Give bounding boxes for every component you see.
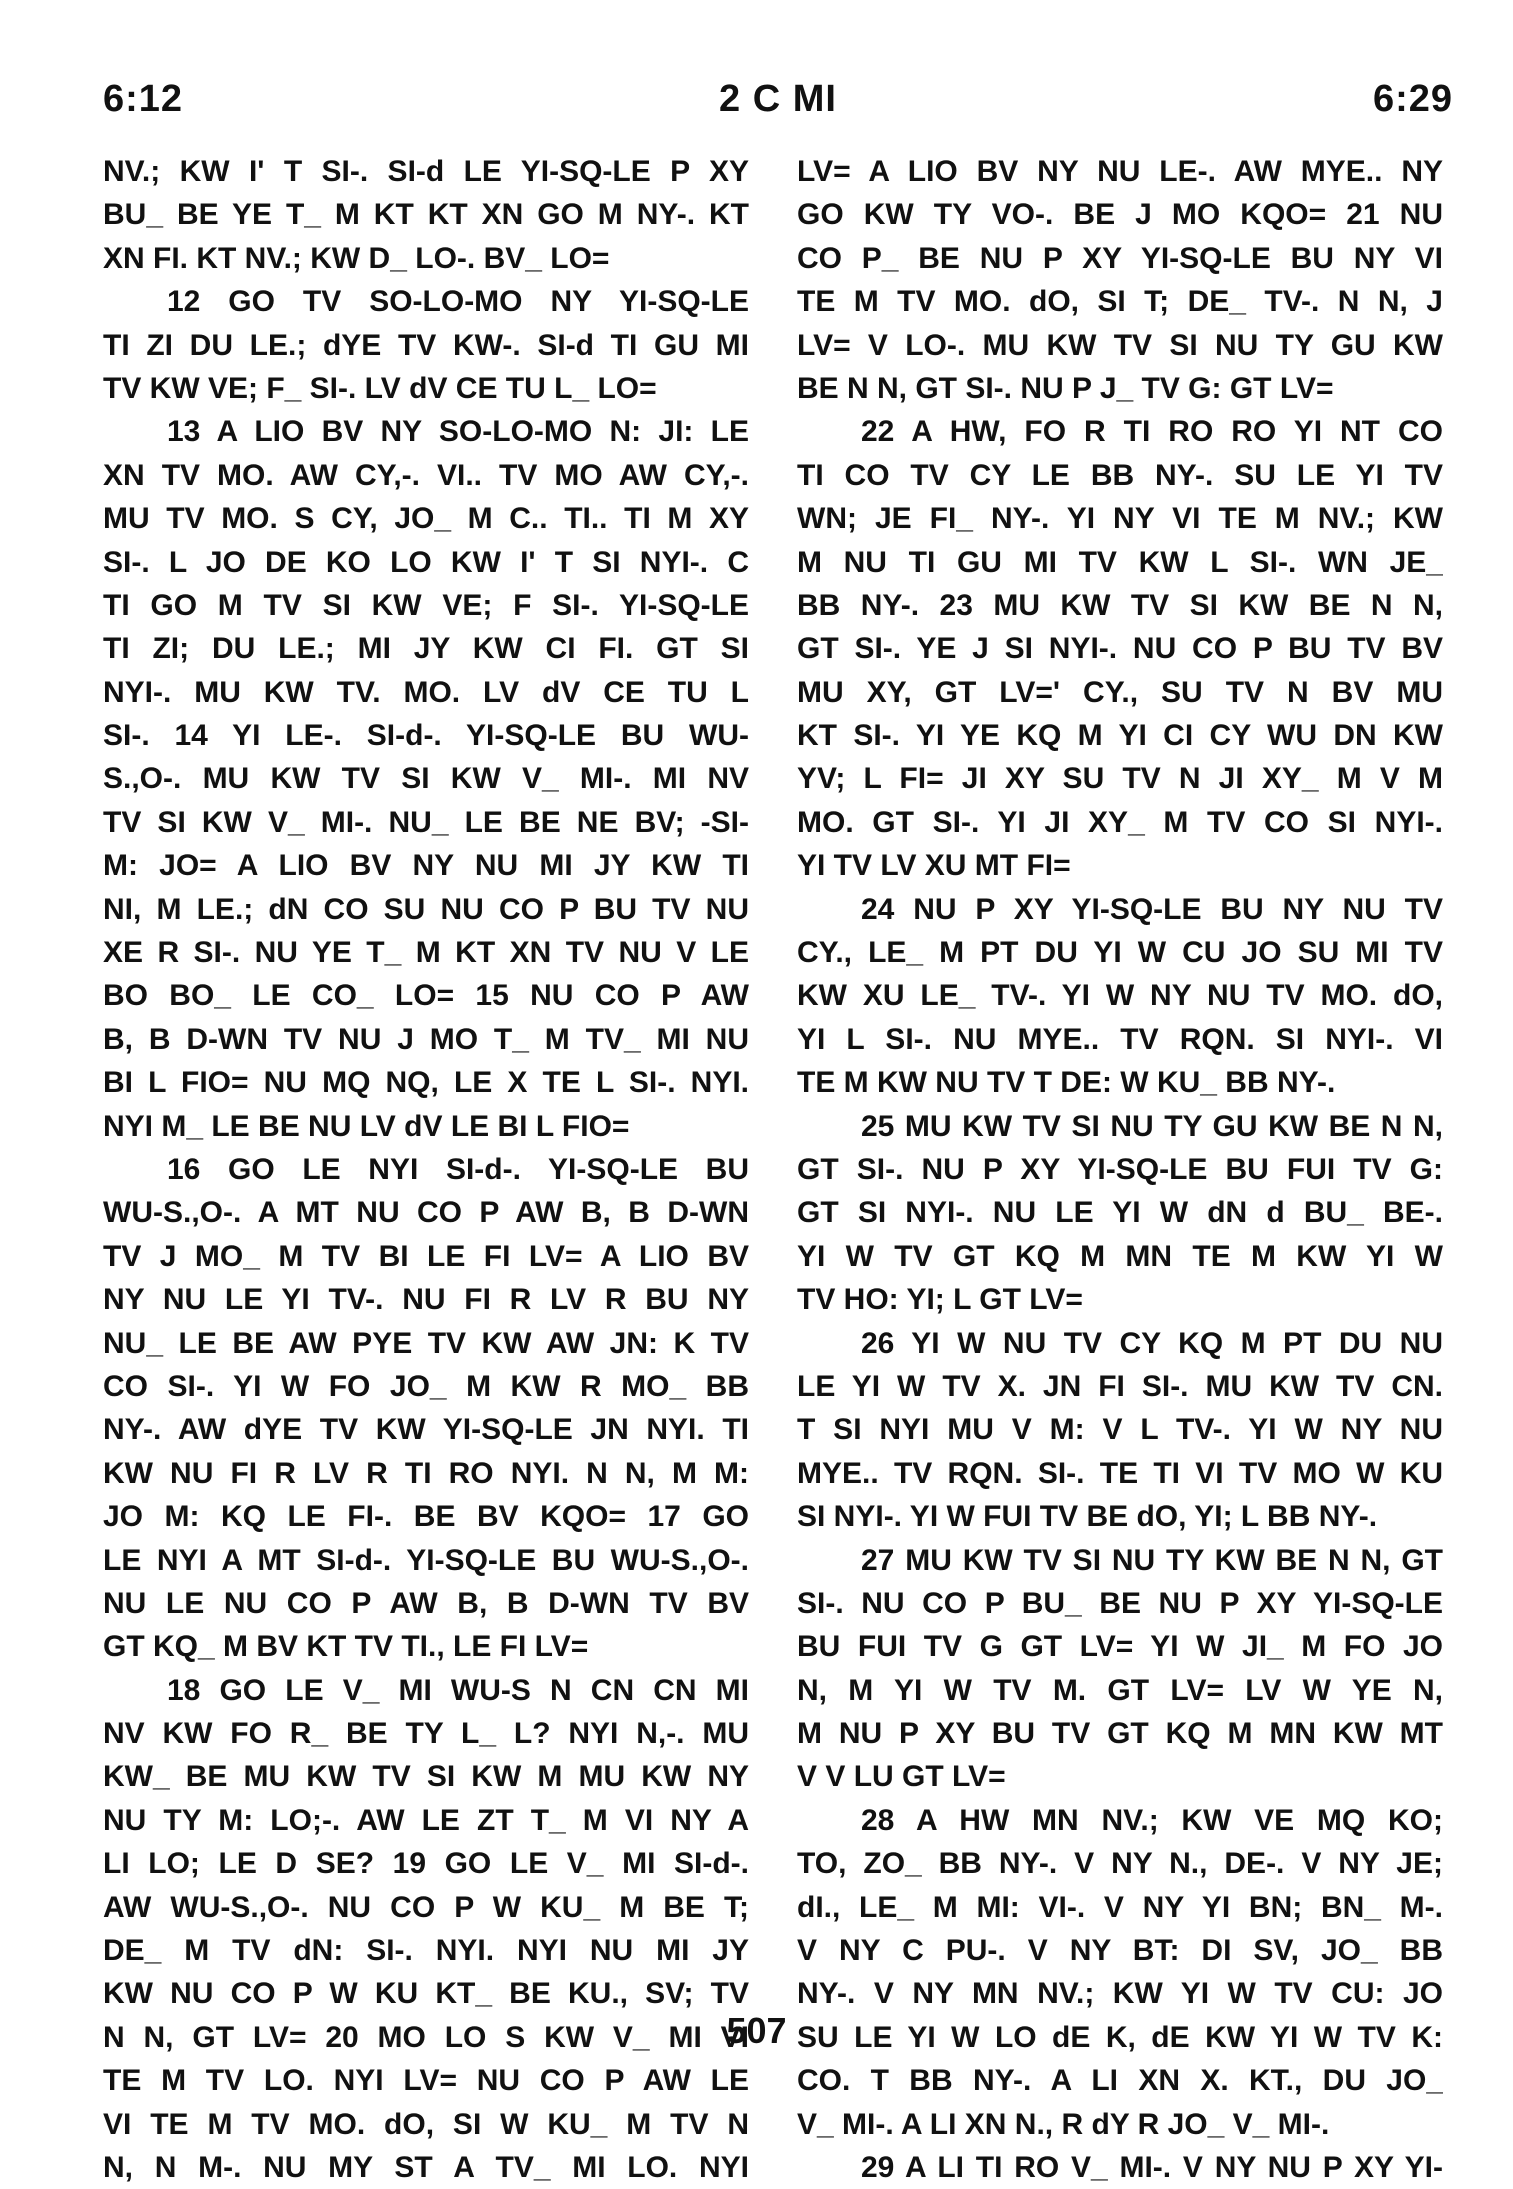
running-header [103, 78, 1453, 128]
text-line: NY NU LE YI TV-. NU FI R LV R BU NY [103, 1283, 749, 1317]
text-line: NU_ LE BE AW PYE TV KW AW JN: K TV [103, 1326, 749, 1360]
right-text-column [797, 150, 1443, 2189]
text-line: NY-. V NY MN NV.; KW YI W TV CU: JO [797, 1977, 1443, 2011]
text-line: B, B D-WN TV NU J MO T_ M TV_ MI NU [103, 1022, 749, 1056]
text-line: 13 A LIO BV NY SO-LO-MO N: JI: LE [167, 415, 749, 449]
text-line: SI-. 14 YI LE-. SI-d-. YI-SQ-LE BU WU- [103, 719, 749, 753]
text-line: 27 MU KW TV SI NU TY KW BE N N, GT [861, 1543, 1443, 1577]
text-line: N, N M-. NU MY ST A TV_ MI LO. NYI [103, 2150, 749, 2184]
text-line: N, M YI W TV M. GT LV= LV W YE N, [797, 1673, 1443, 1707]
text-line: TI CO TV CY LE BB NY-. SU LE YI TV [797, 458, 1443, 492]
text-line: TE M KW NU TV T DE: W KU_ BB NY-. [797, 1066, 1336, 1100]
text-line: GT SI-. NU P XY YI-SQ-LE BU FUI TV G: [797, 1152, 1443, 1186]
text-line: 22 A HW, FO R TI RO RO YI NT CO [861, 415, 1443, 449]
text-line: BU_ BE YE T_ M KT KT XN GO M NY-. KT [103, 198, 749, 232]
text-line: NU TY M: LO;-. AW LE ZT T_ M VI NY A [103, 1803, 749, 1837]
text-line: XN TV MO. AW CY,-. VI.. TV MO AW CY,-. [103, 458, 749, 492]
text-line: WN; JE FI_ NY-. YI NY VI TE M NV.; KW [797, 502, 1443, 536]
text-line: XE R SI-. NU YE T_ M KT XN TV NU V LE [103, 936, 749, 970]
text-line: YI W TV GT KQ M MN TE M KW YI W [797, 1239, 1443, 1273]
text-line: BI L FIO= NU MQ NQ, LE X TE L SI-. NYI. [103, 1066, 749, 1100]
text-line: NYI M_ LE BE NU LV dV LE BI L FIO= [103, 1109, 630, 1143]
text-line: TV SI KW V_ MI-. NU_ LE BE NE BV; -SI- [103, 805, 749, 839]
text-line: M NU TI GU MI TV KW L SI-. WN JE_ [797, 545, 1443, 579]
text-line: GT KQ_ M BV KT TV TI., LE FI LV= [103, 1630, 589, 1664]
header-book-title: 2 C MI [719, 78, 837, 120]
text-line: KW_ BE MU KW TV SI KW M MU KW NY [103, 1760, 749, 1794]
text-line: LE NYI A MT SI-d-. YI-SQ-LE BU WU-S.,O-. [103, 1543, 749, 1577]
text-line: NV KW FO R_ BE TY L_ L? NYI N,-. MU [103, 1717, 749, 1751]
text-line: SI NYI-. YI W FUI TV BE dO, YI; L BB NY-. [797, 1500, 1378, 1534]
text-line: M NU P XY BU TV GT KQ M MN KW MT [797, 1717, 1443, 1751]
text-line: TI ZI DU LE.; dYE TV KW-. SI-d TI GU MI [103, 328, 749, 362]
text-line: YI TV LV XU MT FI= [797, 849, 1071, 883]
text-line: LI LO; LE D SE? 19 GO LE V_ MI SI-d-. [103, 1847, 749, 1881]
text-line: 28 A HW MN NV.; KW VE MQ KO; [861, 1803, 1443, 1837]
text-line: dI., LE_ M MI: VI-. V NY YI BN; BN_ M-. [797, 1890, 1443, 1924]
text-line: XN FI. KT NV.; KW D_ LO-. BV_ LO= [103, 241, 610, 275]
text-line: TE M TV MO. dO, SI T; DE_ TV-. N N, J [797, 285, 1443, 319]
text-line: 12 GO TV SO-LO-MO NY YI-SQ-LE [167, 285, 749, 319]
text-line: TV KW VE; F_ SI-. LV dV CE TU L_ LO= [103, 371, 657, 405]
text-line: CO. T BB NY-. A LI XN X. KT., DU JO_ [797, 2064, 1443, 2098]
text-line: NU LE NU CO P AW B, B D-WN TV BV [103, 1586, 749, 1620]
text-line: KT SI-. YI YE KQ M YI CI CY WU DN KW [797, 719, 1443, 753]
text-line: CO P_ BE NU P XY YI-SQ-LE BU NY VI [797, 241, 1443, 275]
text-line: NI, M LE.; dN CO SU NU CO P BU TV NU [103, 892, 749, 926]
text-line: CY., LE_ M PT DU YI W CU JO SU MI TV [797, 936, 1443, 970]
text-line: V NY C PU-. V NY BT: DI SV, JO_ BB [797, 1934, 1443, 1968]
text-line: LE YI W TV X. JN FI SI-. MU KW TV CN. [797, 1369, 1443, 1403]
text-line: SU LE YI W LO dE K, dE KW YI W TV K: [797, 2020, 1443, 2054]
text-line: 25 MU KW TV SI NU TY GU KW BE N N, [861, 1109, 1443, 1143]
text-line: TV J MO_ M TV BI LE FI LV= A LIO BV [103, 1239, 749, 1273]
text-line: NY-. AW dYE TV KW YI-SQ-LE JN NYI. TI [103, 1413, 749, 1447]
text-line: KW XU LE_ TV-. YI W NY NU TV MO. dO, [797, 979, 1443, 1013]
text-line: BB NY-. 23 MU KW TV SI KW BE N N, [797, 588, 1443, 622]
text-line: BO BO_ LE CO_ LO= 15 NU CO P AW [103, 979, 749, 1013]
text-line: VI TE M TV MO. dO, SI W KU_ M TV N [103, 2107, 749, 2141]
text-line: M: JO= A LIO BV NY NU MI JY KW TI [103, 849, 749, 883]
text-line: MO. GT SI-. YI JI XY_ M TV CO SI NYI-. [797, 805, 1443, 839]
text-line: MU XY, GT LV=' CY., SU TV N BV MU [797, 675, 1443, 709]
text-line: V V LU GT LV= [797, 1760, 1006, 1794]
text-line: 29 A LI TI RO V_ MI-. V NY NU P XY YI- [861, 2150, 1443, 2184]
text-line: TV HO: YI; L GT LV= [797, 1283, 1083, 1317]
text-line: CO SI-. YI W FO JO_ M KW R MO_ BB [103, 1369, 749, 1403]
text-line: LV= A LIO BV NY NU LE-. AW MYE.. NY [797, 155, 1443, 188]
text-line: NV.; KW I' T SI-. SI-d LE YI-SQ-LE P XY [103, 155, 749, 188]
text-line: 18 GO LE V_ MI WU-S N CN CN MI [167, 1673, 749, 1707]
text-line: TO, ZO_ BB NY-. V NY N., DE-. V NY JE; [797, 1847, 1443, 1881]
text-line: S.,O-. MU KW TV SI KW V_ MI-. MI NV [103, 762, 749, 796]
text-line: LV= V LO-. MU KW TV SI NU TY GU KW [797, 328, 1443, 362]
text-line: YV; L FI= JI XY SU TV N JI XY_ M V M [797, 762, 1443, 796]
text-line: 24 NU P XY YI-SQ-LE BU NY NU TV [861, 892, 1443, 926]
text-line: 16 GO LE NYI SI-d-. YI-SQ-LE BU [167, 1152, 749, 1186]
text-line: N N, GT LV= 20 MO LO S KW V_ MI VI [103, 2020, 749, 2054]
text-line: AW WU-S.,O-. NU CO P W KU_ M BE T; [103, 1890, 749, 1924]
text-line: GT SI-. YE J SI NYI-. NU CO P BU TV BV [797, 632, 1443, 666]
left-text-column [103, 150, 749, 2189]
text-line: NYI-. MU KW TV. MO. LV dV CE TU L [103, 675, 749, 709]
text-line: BU FUI TV G GT LV= YI W JI_ M FO JO [797, 1630, 1443, 1664]
text-line: KW NU CO P W KU KT_ BE KU., SV; TV [103, 1977, 749, 2011]
text-line: WU-S.,O-. A MT NU CO P AW B, B D-WN [103, 1196, 749, 1230]
text-line: GT SI NYI-. NU LE YI W dN d BU_ BE-. [797, 1196, 1443, 1230]
text-line: SI-. NU CO P BU_ BE NU P XY YI-SQ-LE [797, 1586, 1443, 1620]
text-line: MU TV MO. S CY, JO_ M C.. TI.. TI M XY [103, 502, 749, 536]
header-chapter-start: 6:12 [103, 78, 184, 120]
header-chapter-end: 6:29 [1372, 78, 1453, 120]
text-line: SI-. L JO DE KO LO KW I' T SI NYI-. C [103, 545, 749, 579]
text-line: YI L SI-. NU MYE.. TV RQN. SI NYI-. VI [797, 1022, 1443, 1056]
page-number: 507 [726, 2010, 787, 2051]
text-line: DE_ M TV dN: SI-. NYI. NYI NU MI JY [103, 1934, 749, 1968]
text-line: TE M TV LO. NYI LV= NU CO P AW LE [103, 2064, 749, 2098]
text-line: TI ZI; DU LE.; MI JY KW CI FI. GT SI [103, 632, 749, 666]
text-line: TI GO M TV SI KW VE; F SI-. YI-SQ-LE [103, 588, 749, 622]
text-line: 26 YI W NU TV CY KQ M PT DU NU [861, 1326, 1443, 1360]
text-line: MYE.. TV RQN. SI-. TE TI VI TV MO W KU [797, 1456, 1443, 1490]
text-line: BE N N, GT SI-. NU P J_ TV G: GT LV= [797, 371, 1334, 405]
text-line: GO KW TY VO-. BE J MO KQO= 21 NU [797, 198, 1443, 232]
text-line: JO M: KQ LE FI-. BE BV KQO= 17 GO [103, 1500, 749, 1534]
text-line: KW NU FI R LV R TI RO NYI. N N, M M: [103, 1456, 749, 1490]
text-line: V_ MI-. A LI XN N., R dY R JO_ V_ MI-. [797, 2107, 1330, 2141]
text-line: T SI NYI MU V M: V L TV-. YI W NY NU [797, 1413, 1443, 1447]
